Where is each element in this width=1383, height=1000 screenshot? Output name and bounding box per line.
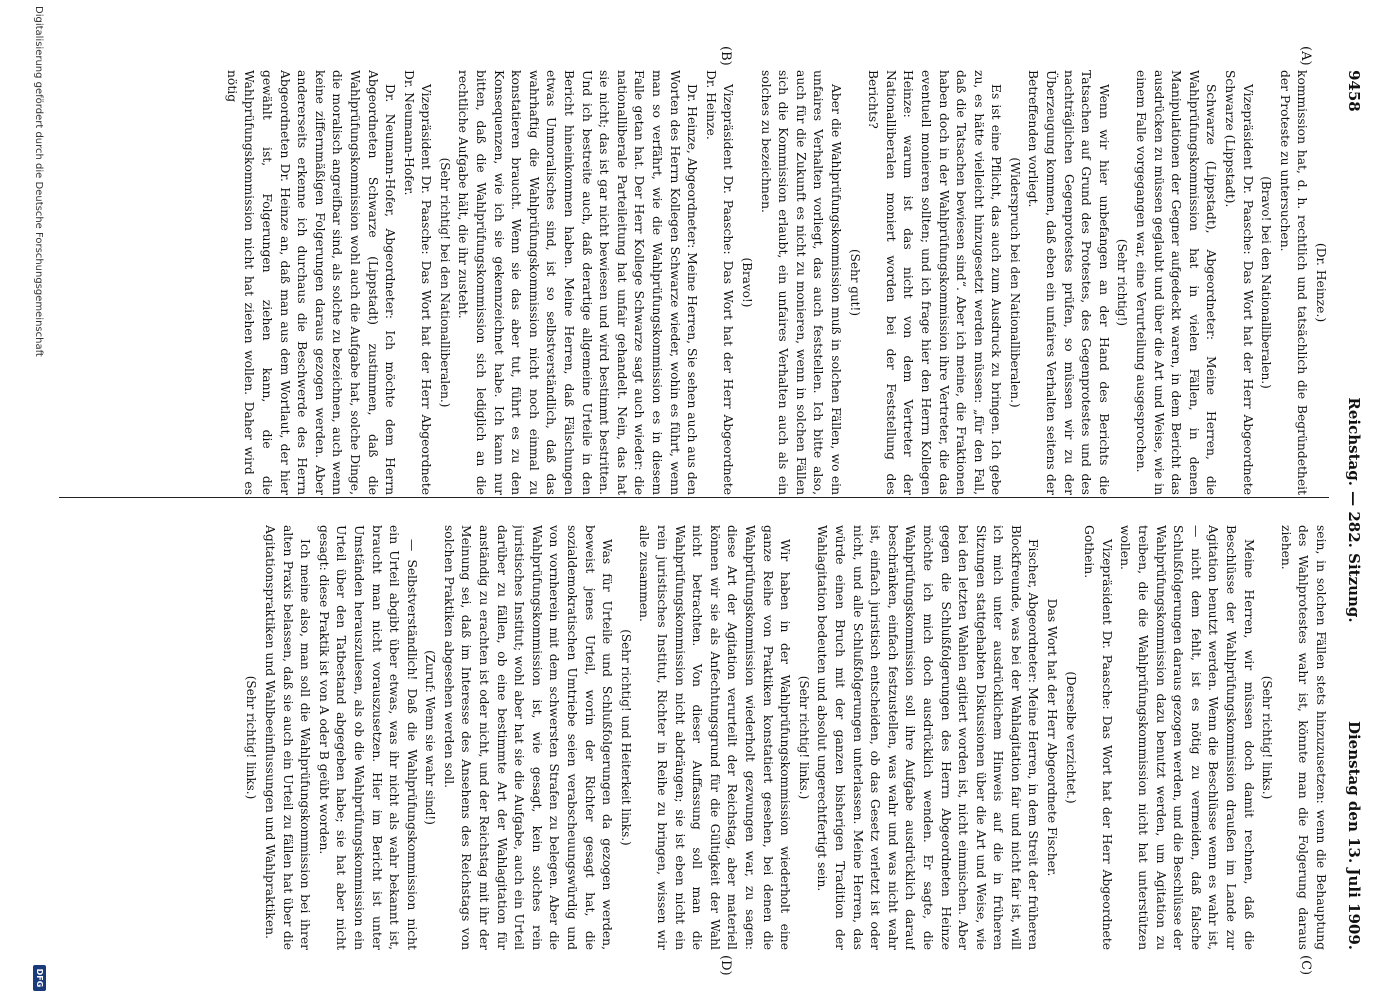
paragraph: kommission hat, d. h. rechtlich und tatsächlich die Begründetheit der Proteste zu untersuchen. (1277, 70, 1310, 495)
interjection: (Zuruf: Wenn sie wahr sind!) (423, 650, 438, 825)
paragraph: Fischer, Abgeordneter: Meine Herren, in dem Streit der früheren Blockfreunde, was bei der Wahlagitation fair und nicht fair ist, will ich mich unter ausdrücklichem Hinweis auf die in früheren Sitzungen stattgehabten Diskussionen über die Art und Weise, wie bei den letzten Wahlen agitiert worden ist, nicht einmischen. Aber gegen die Schlußfolgerungen des Herrn Abgeordneten Heinze möchte ich mich doch ausdrücklich wenden. Er sagte, die Wahlprüfungskommission soll ihre Aufgabe ausdrücklich darauf beschränken, einfach festzustellen, was wahr und was nicht wahr ist, einfach juristisch entscheiden, ob das Gesetz verletzt ist oder nicht, und alle Schlußfolgerungen unterlassen. Meine Herren, das würde einen Bruch mit der ganzen bisherigen Tradition der Wahlagitation bedeuten und absolut ungerechtfertigt sein. (815, 525, 1041, 950)
interjection: (Bravo!) (740, 257, 754, 308)
interjection: (Sehr richtig! und Heiterkeit links.) (618, 629, 633, 846)
column-divider (59, 497, 1329, 498)
paragraph: — Selbstverständlich! Daß die Wahlprüfungskommission nicht ein Urteil abgibt über etwas, was ihr nicht als wahr bekannt ist, braucht man nicht vorauszusetzen. Hier im Bericht ist unter Umständen herauszulesen, als ob die Wahlprüfungskommission ein Urteil über den Tatbestand abgegeben habe; sie hat aber nicht gesagt: diese Praktik ist von A oder B geübt worden. (316, 525, 419, 950)
digitization-credit: Digitalisierung gefördert durch die Deutsche Forschungsgemeinschaft (33, 6, 44, 357)
paragraph: Das Wort hat der Herr Abgeordnete Fischer. (1045, 598, 1060, 877)
left-column (69, 70, 1329, 495)
right-column (69, 525, 1329, 950)
interjection: (Sehr richtig! links.) (796, 675, 811, 800)
paragraph: Schwarze (Lippstadt), Abgeordneter: Meine Herren, die Wahlprüfungskommission hat in vielen Fällen, in denen Manipulationen der Gegner aufgedeckt waren, in dem Bericht das ausdrücken zu müssen geglaubt und über die Art und Weise, wie in einem Falle vorgegangen war, eine Verurteilung ausgesprochen. (1134, 70, 1219, 495)
paragraph: Was für Urteile und Schlußfolgerungen da gezogen werden, beweist jenes Urteil, worin der Richter gesagt hat, die sozialdemokratischen Umtriebe seien verabscheuungswürdig und von vornherein mit dem schwersten Strafen zu belegen. Aber die Wahlprüfungskommission ist, wie gesagt, kein solches rein juristisches Institut; wohl aber hat sie die Aufgabe, auch ein Urteil darüber zu fällen, ob eine bestimmte Art der Wahlagitation für anständig zu erachten ist oder nicht, und der Reichstag mit ihr der Meinung sei, daß im Interesse des Ansehens des Reichstags von solchen Praktiken abgesehen werden soll. (441, 525, 615, 950)
page-number: 9458 (1345, 70, 1363, 112)
paragraph: Wenn wir hier unbefangen an der Hand des Berichts die Tatsachen auf Grund des Protestes, des Gegenprotestes und des nachträglichen Gegenprotestes prüfen, so müssen wir zu der Überzeugung kommen, daß eben ein unfaires Verhalten seitens der Betreffenden vorliegt. (1026, 70, 1111, 495)
margin-marker-b: (B) (718, 46, 733, 66)
margin-marker-a: (A) (1298, 46, 1313, 66)
paragraph: Vizepräsident Dr. Paasche: Das Wort hat der Herr Abgeordnete Dr. Neumann-Hofer. (401, 70, 434, 495)
interjection: (Sehr richtig! links.) (1260, 675, 1275, 800)
paragraph: (Dr. Heinze.) (1314, 242, 1328, 323)
header-date: Dienstag den 13. Juli 1909. (1345, 720, 1363, 950)
interjection: (Bravo! bei den Nationalliberalen.) (1259, 176, 1274, 389)
paragraph: Dr. Heinze, Abgeordneter: Meine Herren, Sie sehen auch aus den Worten des Herrn Kollegen Schwarze wieder, wohin es führt, wenn man so verfährt, wie die Wahlprüfungskommission es in diesem Falle getan hat. Der Herr Kollege Schwarze sagt auch wieder: die nationalliberale Parteileitung hat unfair gehandelt. Nein, das hat sie nicht; das ist gar nicht bewiesen und wird bestimmt bestritten. Und ich bestreite auch, daß derartige allgemeine Urteile in den Bericht hineinkommen haben. Meine Herren, daß Fälschungen etwas Unmoralisches sind, ist so selbstverständlich, daß das wahrhaftig die Wahlprüfungskommission nicht noch einmal zu konstatieren braucht. Wenn sie das aber tut, führt es zu den Konsequenzen, wie ich sie gekennzeichnet habe. Ich kann nur bitten, daß die Wahlprüfungskommission sich lediglich an die rechtliche Aufgabe hält, die ihr zusteht. (456, 70, 700, 495)
dfg-logo: DFG (33, 965, 46, 991)
interjection: (Sehr richtig!) (1115, 238, 1130, 327)
interjection: (Derselbe verzichtet.) (1063, 671, 1078, 804)
paragraph: sein, in solchen Fällen stets hinzuzusetzen: wenn die Behauptung des Wahlprotestes wahr ist, könnte man die Folgerung daraus ziehen. (1278, 525, 1328, 950)
interjection: (Sehr gut!) (847, 248, 862, 317)
interjection: (Sehr richtig! links.) (244, 675, 259, 800)
paragraph: Meine Herren, wir müssen doch damit rechnen, daß die Beschlüsse der Wahlprüfungskommission draußen im Lande zur Agitation benutzt werden. Wenn die Beschlüsse wenn es wahr ist, — nicht dem fehlt, ist es nötig zu vermeiden, daß falsche Schlußfolgerungen daraus gezogen werden, und die Beschlüsse der Wahlprüfungskommission dazu benutzt werden, um Agitation zu treiben, die die Wahlprüfungskommission nicht hat unterstützen wollen. (1118, 525, 1256, 950)
margin-marker-c: (C) (1298, 955, 1313, 976)
paragraph: Es ist eine Pflicht, das auch zum Ausdruck zu bringen. Ich gebe zu, es hätte vielleicht hinzugesetzt werden müssen: „für den Fall, daß die Tatsachen bewiesen sind“. Aber ich meine, die Fraktionen haben doch in der Wahlprüfungskommission ihre Vertreter, die das eventuell monieren sollten; und ich frage hier den Herrn Kollegen Heinze: warum ist das nicht von dem Vertreter der Nationalliberalen moniert worden bei der Feststellung des Berichts? (866, 70, 1004, 495)
paragraph: Vizepräsident Dr. Paasche: Das Wort hat der Herr Abgeordnete Dr. Heinze. (703, 70, 736, 495)
footer (18, 0, 48, 1000)
paragraph: Aber die Wahlprüfungskommission muß in solchen Fällen, wo ein unfaires Verhalten vorliegt, das auch feststellen. Ich bitte also, auch für die Zukunft es nicht zu monieren, wenn in solchen Fällen sich die Kommission erlaubt, ein unfaires Verhalten auch als ein solches zu bezeichnen. (758, 70, 843, 495)
header-title: Reichstag. — 282. Sitzung. (1345, 397, 1363, 623)
paragraph: Vizepräsident Dr. Paasche: Das Wort hat der Herr Abgeordnete Gothein. (1082, 525, 1114, 950)
paragraph: Ich meine also, man soll die Wahlprüfungskommission bei ihrer alten Praxis belassen, daß sie auch ein Urteil zu fällen hat über die Agitationspraktiken und Wahlbeeinflussungen und Wahlpraktiken. (262, 525, 313, 950)
page-header (1337, 70, 1363, 950)
interjection: (Widerspruch bei den Nationalliberalen.) (1007, 157, 1022, 408)
paragraph: Dr. Neumann-Hofer, Abgeordneter: Ich möchte dem Herrn Abgeordneten Schwarze (Lippstadt) zustimmen, daß die Wahlprüfungskommission wohl auch die Aufgabe hat, solche Dinge, die moralisch angreifbar sind, als solche zu bezeichnen, auch wenn keine ziffernmäßigen Folgerungen daraus gezogen werden. Aber andererseits erkenne ich durchaus die Beschwerde des Herrn Abgeordneten Dr. Heinze an, daß man aus dem Wortlaut, der hier gewählt ist, Folgerungen ziehen kann, die die Wahlprüfungskommission nicht hat ziehen wollen. Daher wird es nötig (224, 70, 398, 495)
margin-marker-d: (D) (718, 955, 733, 976)
paragraph: Wir haben in der Wahlprüfungskommission wiederholt eine ganze Reihe von Praktiken konstatiert gesehen, bei denen die Wahlprüfungskommission wiederholt gezwungen war, zu sagen: diese Art der Agitation verurteilt der Reichstag, aber materiell können wir sie als Anfechtungsgrund für die Gültigkeit der Wahl nicht betrachten. Von dieser Auffassung soll man die Wahlprüfungskommission nicht abdrängen; sie ist eben nicht ein rein juristisches Institut, Richter in Reihe zu bringen, wissen wir alle zusammen. (637, 525, 793, 950)
paragraph: Vizepräsident Dr. Paasche: Das Wort hat der Herr Abgeordnete Schwarze (Lippstadt). (1223, 70, 1255, 495)
interjection: (Sehr richtig! bei den Nationalliberalen.) (437, 157, 452, 408)
